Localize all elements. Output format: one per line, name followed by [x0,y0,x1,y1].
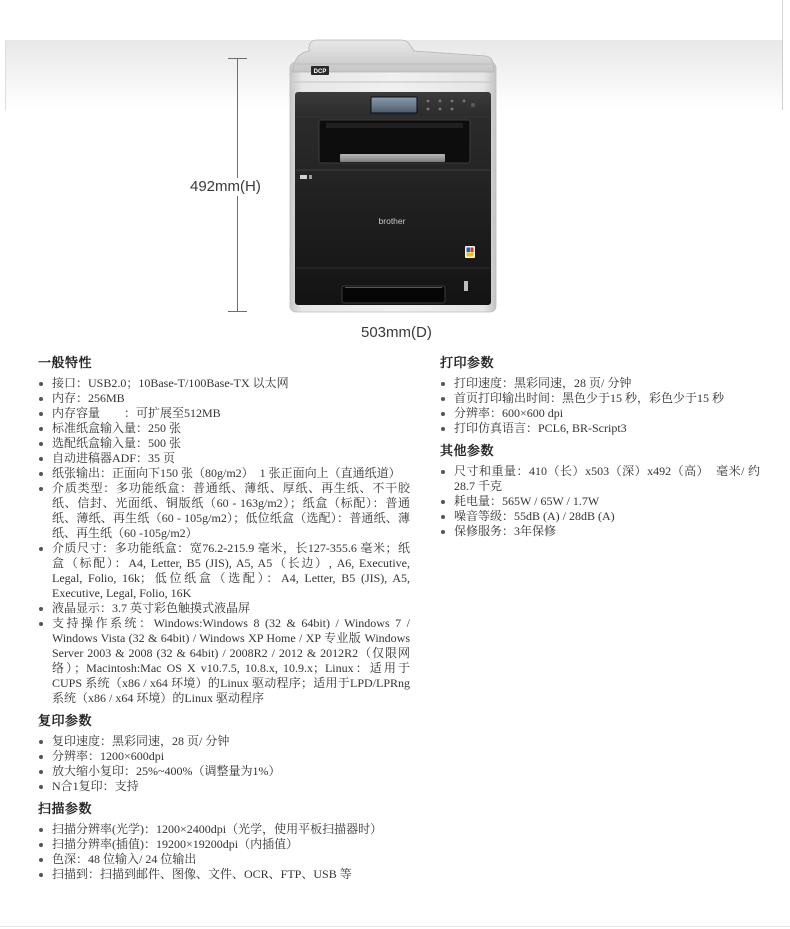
spec-item [440,376,760,391]
spec-section-copy [38,714,410,794]
spec-item [440,464,760,494]
spec-item [38,601,410,616]
spec-item-text: 耗电量：565W / 65W / 1.7W [454,494,600,508]
frame-edge-line [782,0,783,40]
section-title: 扫描参数 [38,802,93,817]
spec-item [38,616,413,706]
bullet-icon [39,873,43,877]
spec-item [38,466,410,481]
spec-item [38,867,410,882]
spec-item-text: 介质尺寸：多功能纸盒：宽76.2-215.9 毫米，长127-355.6 毫米；纸盒（标配）：A4, Letter, B5 (JIS), A5, A5（长边）, A6, Executive, Legal, Folio, 16k；低位纸盒（选配）：A4, Letter, B5 (JIS), A5, Executive, Legal, Folio, 16K [52,541,413,600]
spec-item [38,406,410,421]
spec-item-text: 扫描分辨率(插值)：19200×19200dpi（内插值） [52,837,299,851]
spec-item [38,391,410,406]
spec-item-text: 支持操作系统：Windows:Windows 8 (32 & 64bit) / Windows 7 / Windows Vista (32 & 64bit) / Windows XP Home / XP 专业版 Windows Server 2003 & 2008 (32 & 64bit) / 2008R2 / 2012 & 2012R2（仅限网络）；Macintosh:Mac OS X v10.7.5, 10.8.x, 10.9.x；Linux：适用于CUPS 系统（x86 / x64 环境）的Linux 驱动程序；适用于LPD/LPRng 系统（x86 / x64 环境）的Linux 驱动程序 [52,616,413,705]
bullet-icon [39,858,43,862]
brand-logo-text: brother [378,216,406,226]
spec-item [38,421,410,436]
spec-item-text: 首页打印输出时间：黑色少于15 秒，彩色少于15 秒 [454,391,725,405]
bullet-icon [39,547,43,551]
spec-item-text: 保修服务：3年保修 [454,524,557,538]
bullet-icon [441,397,445,401]
spec-item-text: N合1复印：支持 [52,779,139,793]
section-title: 其他参数 [440,444,495,459]
spec-section-general [38,356,413,706]
spec-item-text: 尺寸和重量：410（长）x503（深）x492（高） 毫米/ 约28.7 千克 [454,464,760,493]
bottom-divider [0,926,790,927]
spec-item-text: 自动进稿器ADF：35 页 [52,451,176,465]
section-title: 一般特性 [38,356,93,371]
color-logo-icon [465,246,475,258]
spec-section-other [440,444,760,539]
bullet-icon [39,843,43,847]
spec-item-text: 介质类型：多功能纸盒：普通纸、薄纸、厚纸、再生纸、不干胶纸、信封、光面纸、铜版纸（60 - 163g/m2）；纸盒（标配）：普通纸、薄纸、再生纸（60 - 105g/m2）；低位纸盒（选配）：普通纸、薄纸、再生纸（60 -105g/m2） [52,481,410,540]
spec-item [440,494,760,509]
bullet-icon [39,828,43,832]
spec-item-text: 内存容量 ：可扩展至512MB [52,406,221,420]
spec-item-text: 选配纸盒输入量：500 张 [52,436,182,450]
spec-list [38,376,413,706]
bullet-icon [39,382,43,386]
spec-item-text: 打印仿真语言：PCL6, BR-Script3 [454,421,627,435]
spec-item [38,376,410,391]
spec-list [38,734,410,794]
model-badge-text: DCP [313,69,327,75]
spec-item [38,779,410,794]
spec-item [440,391,760,406]
spec-item [38,822,410,837]
bullet-icon [441,470,445,474]
spec-item-text: 打印速度：黑彩同速，28 页/ 分钟 [454,376,632,390]
spec-item [440,421,760,436]
bullet-icon [39,755,43,759]
spec-item-text: 扫描分辨率(光学)：1200×2400dpi（光学，使用平板扫描器时） [52,822,383,836]
spec-item-text: 内存：256MB [52,391,125,405]
spec-item-text: 液晶显示：3.7 英寸彩色触摸式液晶屏 [52,601,251,615]
spec-item [440,524,760,539]
bullet-icon [39,622,43,626]
bullet-icon [441,427,445,431]
spec-item-text: 分辨率：1200×600dpi [52,749,165,763]
spec-item-text: 标准纸盒输入量：250 张 [52,421,182,435]
spec-item-text: 噪音等级：55dB (A) / 28dB (A) [454,509,615,523]
spec-item [38,749,410,764]
spec-column-left [38,356,413,890]
paper-level-indicator [464,281,468,291]
spec-list [38,822,410,882]
spec-item-text: 接口：USB2.0；10Base-T/100Base-TX 以太网 [52,376,289,390]
bullet-icon [39,397,43,401]
spec-item [38,764,410,779]
spec-list [440,376,760,436]
printer-image [280,34,510,319]
bullet-icon [39,457,43,461]
bullet-icon [39,740,43,744]
bullet-icon [39,770,43,774]
bullet-icon [39,427,43,431]
bullet-icon [441,412,445,416]
bullet-icon [441,382,445,386]
spec-item [38,541,413,601]
bullet-icon [39,487,43,491]
spec-list [440,464,760,539]
usb-port [300,175,312,179]
section-title: 复印参数 [38,714,93,729]
spec-item-text: 复印速度：黑彩同速，28 页/ 分钟 [52,734,230,748]
lcd-screen [371,97,417,113]
spec-item [38,451,410,466]
spec-item [38,837,410,852]
spec-item [440,509,760,524]
bullet-icon [39,472,43,476]
output-tray [319,120,470,163]
bullet-icon [39,412,43,416]
bullet-icon [441,500,445,504]
height-dimension-label: 492mm(H) [190,178,261,195]
section-title: 打印参数 [440,356,495,371]
spec-item-text: 色深：48 位输入/ 24 位输出 [52,852,197,866]
depth-dimension-label: 503mm(D) [361,324,432,341]
spec-item [38,852,410,867]
spec-item [440,406,760,421]
spec-section-print [440,356,760,436]
spec-item-text: 扫描到：扫描到邮件、图像、文件、OCR、FTP、USB 等 [52,867,352,881]
bullet-icon [39,785,43,789]
spec-item-text: 纸张输出：正面向下150 张（80g/m2） 1 张正面向上（直通纸道） [52,466,401,480]
spec-item-text: 分辨率：600×600 dpi [454,406,564,420]
spec-item [38,481,410,541]
spec-item [38,436,410,451]
spec-column-right [440,356,760,547]
bullet-icon [39,607,43,611]
spec-section-scan [38,802,410,882]
spec-item [38,734,410,749]
bullet-icon [441,530,445,534]
paper-tray-handle [342,286,445,303]
bullet-icon [39,442,43,446]
bullet-icon [441,515,445,519]
spec-item-text: 放大缩小复印：25%~400%（调整量为1%） [52,764,281,778]
